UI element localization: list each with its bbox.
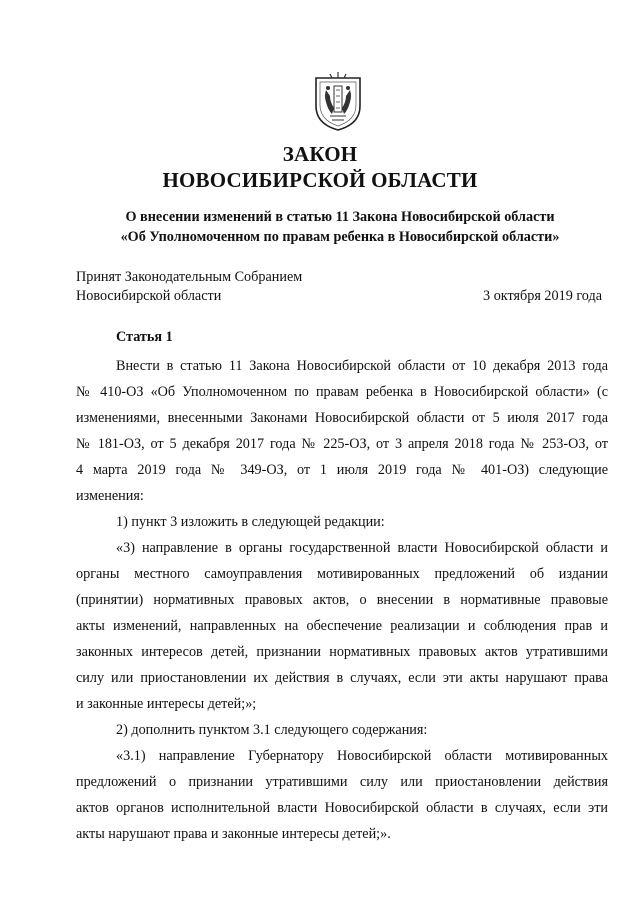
document-title-line2: НОВОСИБИРСКОЙ ОБЛАСТИ <box>162 168 478 192</box>
adopted-by-line2: Новосибирской области <box>76 288 222 304</box>
body-line: акты нарушают права и законные интересы детей;». <box>76 826 391 842</box>
body-line: изменениями, внесенными Законами Новосибирской области от 5 июля 2017 года <box>76 410 608 426</box>
adopted-by-line1: Принят Законодательным Собранием <box>76 269 303 285</box>
body-line: «3.1) направление Губернатору Новосибирской области мотивированных <box>116 748 608 764</box>
body-line: акты изменений, направленных на обеспечение реализации и соблюдения прав и <box>76 618 608 634</box>
body-line: актов органов исполнительной власти Новосибирской области в случаях, если эти <box>76 800 608 816</box>
body-line: и законные интересы детей;»; <box>76 696 257 712</box>
body-line: № 181-ОЗ, от 5 декабря 2017 года № 225-ОЗ, от 3 апреля 2018 года № 253-ОЗ, от <box>76 436 608 452</box>
body-line: Внести в статью 11 Закона Новосибирской области от 10 декабря 2013 года <box>116 358 608 374</box>
coat-of-arms-icon <box>312 72 364 132</box>
document-subtitle-line1: О внесении изменений в статью 11 Закона Новосибирской области <box>125 209 555 225</box>
body-line: (принятии) нормативных правовых актов, о внесении в нормативные правовые <box>76 592 608 608</box>
document-title-line1: ЗАКОН <box>282 142 358 166</box>
body-line: «3) направление в органы государственной власти Новосибирской области и <box>116 540 608 556</box>
document-subtitle-line2: «Об Уполномоченном по правам ребенка в Новосибирской области» <box>120 229 560 245</box>
adoption-date: 3 октября 2019 года <box>483 288 602 304</box>
body-line: 4 марта 2019 года № 349-ОЗ, от 1 июля 2019 года № 401-ОЗ) следующие <box>76 462 608 478</box>
body-line: 2) дополнить пунктом 3.1 следующего содержания: <box>116 722 428 738</box>
article-heading: Статья 1 <box>116 329 173 345</box>
body-line: законных интересов детей, признании нормативных правовых актов утратившими <box>76 644 608 660</box>
body-line: изменения: <box>76 488 144 504</box>
body-line: предложений о признании утратившими силу или приостановлении действия <box>76 774 608 790</box>
body-line: силу или приостановлении их действия в случаях, если эти акты нарушают права <box>76 670 608 686</box>
body-line: № 410-ОЗ «Об Уполномоченном по правам ребенка в Новосибирской области» (с <box>76 384 608 400</box>
body-line: 1) пункт 3 изложить в следующей редакции: <box>116 514 385 530</box>
body-line: органы местного самоуправления мотивированных предложений об издании <box>76 566 608 582</box>
